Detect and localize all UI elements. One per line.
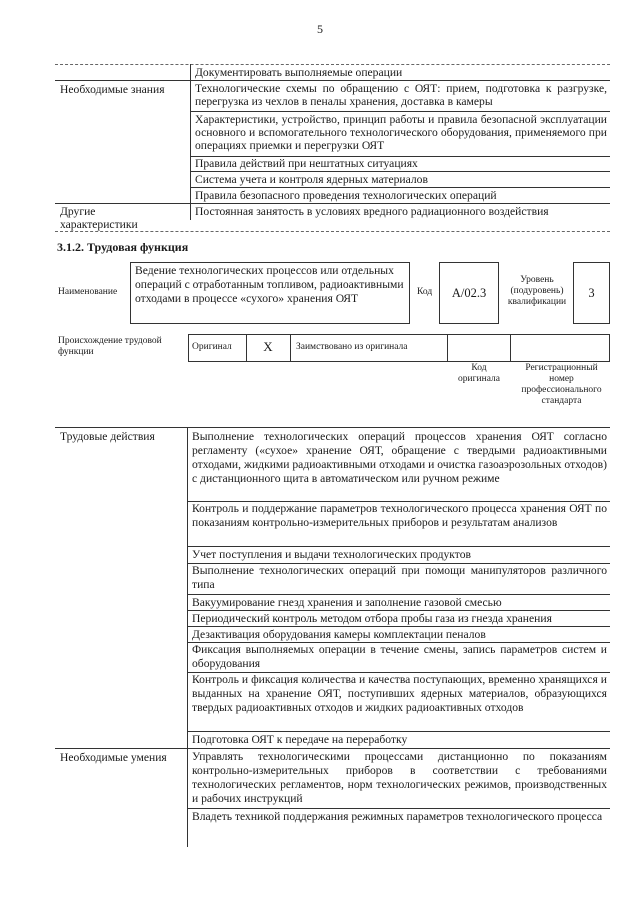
list-item: Характеристики, устройство, принцип работы и правила безопасной эксплуатации основного и вспомогательного технологического оборудования, применяемого при операциях приемки и перегрузки ОЯТ bbox=[195, 113, 607, 152]
list-item: Правила безопасного проведения технологических операций bbox=[195, 189, 497, 202]
page-number: 5 bbox=[317, 22, 323, 36]
list-item: Контроль и фиксация количества и качества поступающих, временно хранящихся и выданных на хранение ОЯТ, поступивших ядерных материалов, образующихся твердых радиоактивных отходов и жидких радиоактивных отходов bbox=[192, 673, 607, 714]
row-divider bbox=[55, 64, 610, 65]
list-item: Периодический контроль методом отбора пробы газа из гнезда хранения bbox=[192, 612, 552, 625]
original-mark: X bbox=[263, 339, 273, 354]
level-value: 3 bbox=[588, 286, 595, 300]
list-item: Система учета и контроля ядерных материалов bbox=[195, 173, 428, 186]
row-divider bbox=[55, 203, 610, 204]
list-item: Выполнение технологических операций процессов хранения ОЯТ согласно регламенту («сухое» хранение ОЯТ, обращение с твердыми радиоактивными отходами, жидкими радиоактивными отходами и очистка газоаэрозольных отходов) с дистанционного щита в автоматическом или ручном режиме bbox=[192, 430, 607, 485]
knowledge-label: Необходимые знания bbox=[60, 83, 165, 96]
level-label: Уровень (подуровень) квалификации bbox=[507, 275, 567, 307]
list-item: Подготовка ОЯТ к передаче на переработку bbox=[192, 733, 408, 746]
list-item: Контроль и поддержание параметров технологического процесса хранения ОЯТ по показаниям контрольно-измерительных приборов и результатам анализов bbox=[192, 502, 607, 529]
actions-label: Трудовые действия bbox=[60, 430, 155, 443]
other-label: Другие характеристики bbox=[60, 205, 138, 231]
row-divider bbox=[187, 731, 610, 732]
name-value: Ведение технологических процессов или отдельных операций с отработанным топливом, радиоактивными отходами в процессе «сухого» хранения ОЯТ bbox=[135, 264, 404, 305]
original-label: Оригинал bbox=[192, 342, 232, 352]
row-divider bbox=[187, 808, 610, 809]
list-item: Вакуумирование гнезд хранения и заполнение газовой смесью bbox=[192, 596, 502, 609]
list-item: Учет поступления и выдачи технологических продуктов bbox=[192, 548, 471, 561]
column-divider bbox=[447, 334, 448, 362]
row-divider bbox=[55, 80, 610, 81]
row-divider bbox=[55, 427, 610, 428]
skills-label: Необходимые умения bbox=[60, 751, 167, 764]
list-item: Технологические схемы по обращению с ОЯТ: прием, подготовка к разгрузке, перегрузка из чехлов в пеналы хранения, доставка в камеры bbox=[195, 82, 607, 108]
row-divider bbox=[187, 610, 610, 611]
code-value: А/02.3 bbox=[451, 286, 487, 300]
list-item: Правила действий при нештатных ситуациях bbox=[195, 157, 418, 170]
orig-code-label: Код оригинала bbox=[458, 363, 500, 384]
column-divider bbox=[187, 427, 188, 847]
row-divider bbox=[190, 171, 610, 172]
list-item: Дезактивация оборудования камеры комплектации пеналов bbox=[192, 628, 486, 641]
table-cell: Документировать выполняемые операции bbox=[195, 66, 403, 79]
row-divider bbox=[187, 546, 610, 547]
row-divider bbox=[55, 231, 610, 232]
column-divider bbox=[290, 334, 291, 362]
row-divider bbox=[187, 626, 610, 627]
column-divider bbox=[190, 64, 191, 220]
row-divider bbox=[190, 187, 610, 188]
row-divider bbox=[55, 748, 610, 749]
name-label: Наименование bbox=[58, 287, 118, 297]
origin-label: Происхождение трудовой функции bbox=[58, 336, 162, 357]
row-divider bbox=[187, 594, 610, 595]
section-title: 3.1.2. Трудовая функция bbox=[57, 240, 189, 254]
list-item: Постоянная занятость в условиях вредного радиационного воздействия bbox=[195, 205, 549, 218]
list-item: Выполнение технологических операций при помощи манипуляторов различного типа bbox=[192, 564, 607, 591]
borrowed-label: Заимствовано из оригинала bbox=[296, 342, 408, 352]
row-divider bbox=[190, 111, 610, 112]
reg-number-label: Регистрационный номер профессионального стандарта bbox=[521, 363, 602, 406]
list-item: Фиксация выполняемых операции в течение смены, запись параметров систем и оборудования bbox=[192, 643, 607, 670]
code-label: Код bbox=[417, 287, 433, 297]
column-divider bbox=[510, 334, 511, 362]
list-item: Владеть техникой поддержания режимных параметров технологического процесса bbox=[192, 810, 603, 823]
list-item: Управлять технологическими процессами дистанционно по показаниям контрольно-измерительных приборов в соответствии с требованиями технологических регламентов, норм технологических режимов, производственных и рабочих инструкций bbox=[192, 750, 607, 805]
